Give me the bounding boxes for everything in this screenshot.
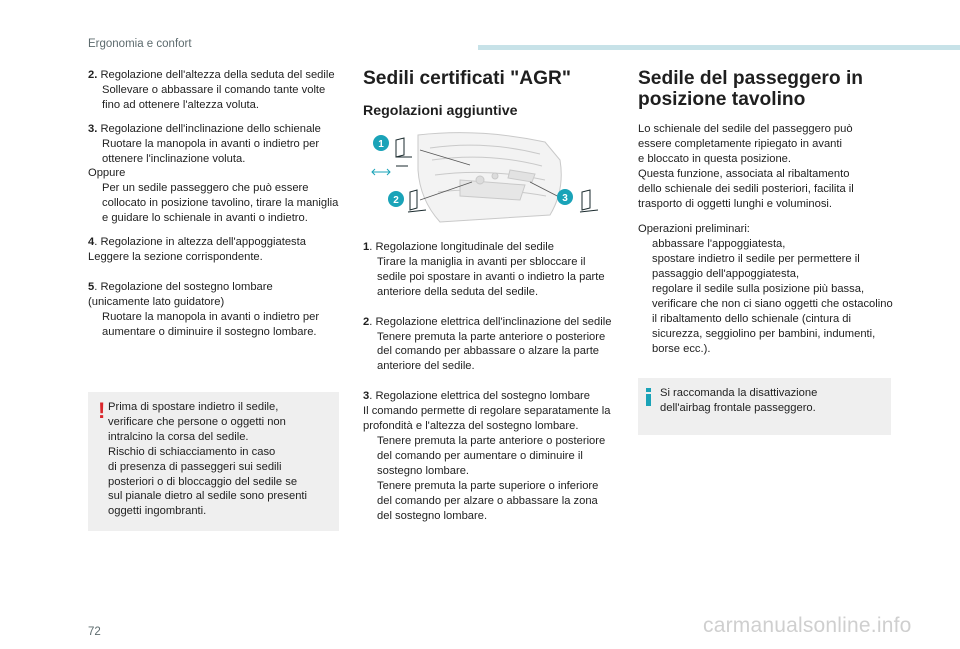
right-prelim <box>638 222 894 356</box>
info-line: dell'airbag frontale passeggero. <box>660 401 816 414</box>
warning-line: verificare che persone o oggetti non <box>108 415 286 428</box>
bullet-text: regolare il sedile sulla posizione più bassa, <box>652 283 865 296</box>
warning-line: intralcino la corsa del sedile. <box>108 430 249 443</box>
mid-item-2-bullet <box>363 330 613 375</box>
para-line: e bloccato in questa posizione. <box>638 152 791 165</box>
para-line: trasporto di oggetti lunghi e voluminosi. <box>638 197 833 210</box>
mid-item-2-title: . Regolazione elettrica dell'inclinazione del sedile <box>369 315 612 328</box>
item-5 <box>88 280 340 340</box>
prelim-bullet <box>638 297 894 357</box>
right-paragraph <box>638 122 894 211</box>
mid-item-3-bullet <box>363 434 613 479</box>
item-2-bullet <box>88 83 340 113</box>
seat-illustration <box>360 130 605 230</box>
info-box <box>638 378 891 435</box>
prelim-bullet <box>638 252 894 282</box>
bullet-icon <box>88 310 102 340</box>
bullet-icon <box>88 181 102 226</box>
bullet-icon <box>363 330 377 375</box>
item-3-title: Regolazione dell'inclinazione dello schienale <box>97 122 321 135</box>
mid-item-3 <box>363 389 613 523</box>
watermark: carmanualsonline.info <box>703 614 912 637</box>
callout-2-label: 2 <box>393 195 399 206</box>
item-4-title: . Regolazione in altezza dell'appoggiatesta <box>94 236 306 249</box>
item-4-note: Leggere la sezione corrispondente. <box>88 250 263 263</box>
mid-item-2-number: 2 <box>363 315 370 328</box>
seat-drawing <box>418 133 561 222</box>
warning-line: di presenza di passeggeri sui sedili <box>108 460 282 473</box>
mid-item-1-title: . Regolazione longitudinale del sedile <box>369 241 554 253</box>
callout-1 <box>372 135 412 175</box>
item-3 <box>88 122 340 226</box>
item-2-number: 2. <box>88 69 98 81</box>
bullet-text: Tirare la maniglia in avanti per sbloccare il sedile poi spostare in avanti o indietro la parte anteriore della seduta del sedile. <box>377 255 605 298</box>
section-title-tavolino <box>638 68 894 110</box>
warning-line: sul pianale dietro al sedile sono presenti <box>108 490 308 503</box>
warning-line: posteriori o di bloccaggio del sedile se <box>108 475 298 488</box>
para-line: Lo schienale del sedile del passeggero può <box>638 123 853 135</box>
warning-line: oggetti ingombranti. <box>108 505 207 518</box>
bullet-text: Sollevare o abbassare il comando tante volte fino ad ottenere l'altezza voluta. <box>102 83 326 111</box>
bullet-icon <box>638 237 652 252</box>
mid-item-2 <box>363 315 613 375</box>
section-subtitle: Regolazioni aggiuntive <box>363 103 518 119</box>
info-text <box>660 386 817 416</box>
item-2 <box>88 68 340 113</box>
seat-slide-icon <box>396 138 412 166</box>
callout-3 <box>557 189 598 212</box>
warning-box <box>88 392 339 531</box>
prelim-bullet <box>638 237 894 252</box>
title-line: Sedile del passeggero in <box>638 68 863 89</box>
prelim-bullet <box>638 282 894 297</box>
callout-1-label: 1 <box>378 139 384 150</box>
bullet-icon <box>363 434 377 479</box>
warning-text <box>108 400 307 519</box>
item-3-number: 3. <box>88 122 98 135</box>
prelim-heading: Operazioni preliminari: <box>638 223 750 236</box>
para-line: essere completamente ripiegato in avanti <box>638 137 842 150</box>
warning-line: Rischio di schiacciamento in caso <box>108 445 276 458</box>
mid-item-3-number: 3 <box>363 390 370 403</box>
bullet-icon <box>88 83 102 113</box>
bullet-text: spostare indietro il sedile per permettere il passaggio dell'appoggiatesta, <box>652 253 860 281</box>
item-5-number: 5 <box>88 280 95 293</box>
para-line: dello schienale dei sedili posteriori, facilita il <box>638 182 854 195</box>
bullet-text: Tenere premuta la parte anteriore o posteriore del comando per aumentare o diminuire il sostegno lombare. <box>377 434 606 477</box>
title-line: posizione tavolino <box>638 89 806 110</box>
para-line: Questa funzione, associata al ribaltamento <box>638 167 850 180</box>
left-column <box>88 68 340 349</box>
info-icon <box>646 388 651 406</box>
bullet-text: Tenere premuta la parte anteriore o posteriore del comando per abbassare o alzare la parte anteriore del sedile. <box>377 330 606 373</box>
bullet-icon <box>638 252 652 282</box>
section-title-agr: Sedili certificati "AGR" <box>363 68 571 89</box>
callout-2 <box>388 190 426 212</box>
bullet-icon <box>363 479 377 524</box>
exclamation-icon: ! <box>98 398 106 423</box>
item-3-bullet-2 <box>88 181 340 226</box>
mid-item-3-bullet <box>363 479 613 524</box>
bullet-text: Per un sedile passeggero che può essere collocato in posizione tavolino, tirare la maniglia e guidare lo schienale in avanti o indietro. <box>102 182 339 225</box>
right-column <box>638 68 894 366</box>
middle-column-body <box>363 240 613 532</box>
lumbar-icon <box>580 190 598 212</box>
mid-item-1-number: 1 <box>363 241 370 253</box>
info-line: Si raccomanda la disattivazione <box>660 387 818 399</box>
item-5-title: . Regolazione del sostegno lombare <box>94 280 273 293</box>
mid-item-1 <box>363 240 613 300</box>
middle-column <box>363 68 613 138</box>
item-5-note: (unicamente lato guidatore) <box>88 295 225 308</box>
bullet-text: Ruotare la manopola in avanti o indietro per ottenere l'inclinazione voluta. <box>102 137 320 165</box>
item-4 <box>88 235 340 265</box>
warning-line: Prima di spostare indietro il sedile, <box>108 401 279 413</box>
page-number: 72 <box>88 626 101 638</box>
bullet-icon <box>638 282 652 297</box>
bullet-icon <box>88 137 102 167</box>
mid-item-3-title: . Regolazione elettrica del sostegno lombare <box>369 390 591 403</box>
bullet-text: Tenere premuta la parte superiore o inferiore del comando per alzare o abbassare la zona del sostegno lombare. <box>377 479 599 522</box>
item-5-bullet <box>88 310 340 340</box>
header-title: Ergonomia e confort <box>88 38 192 50</box>
callout-3-label: 3 <box>562 193 568 204</box>
item-2-title: Regolazione dell'altezza della seduta del sedile <box>97 69 335 81</box>
item-4-number: 4 <box>88 236 95 249</box>
bullet-text: abbassare l'appoggiatesta, <box>652 238 786 251</box>
bullet-text: Ruotare la manopola in avanti o indietro per aumentare o diminuire il sostegno lombare. <box>102 310 320 338</box>
mid-item-3-note: Il comando permette di regolare separatamente la profondità e l'altezza del sostegno lombare. <box>363 405 611 433</box>
bullet-icon <box>363 255 377 300</box>
header-bar <box>478 45 960 50</box>
oppure-text: Oppure <box>88 167 126 180</box>
item-3-bullet <box>88 137 340 167</box>
bullet-icon <box>638 297 652 357</box>
bullet-text: verificare che non ci siano oggetti che ostacolino il ribaltamento dello schienale (cintura di sicurezza, seggiolino per bambini, indumenti, borse ecc.). <box>652 297 893 355</box>
mid-item-1-bullet <box>363 255 613 300</box>
double-arrow-icon <box>372 169 390 175</box>
